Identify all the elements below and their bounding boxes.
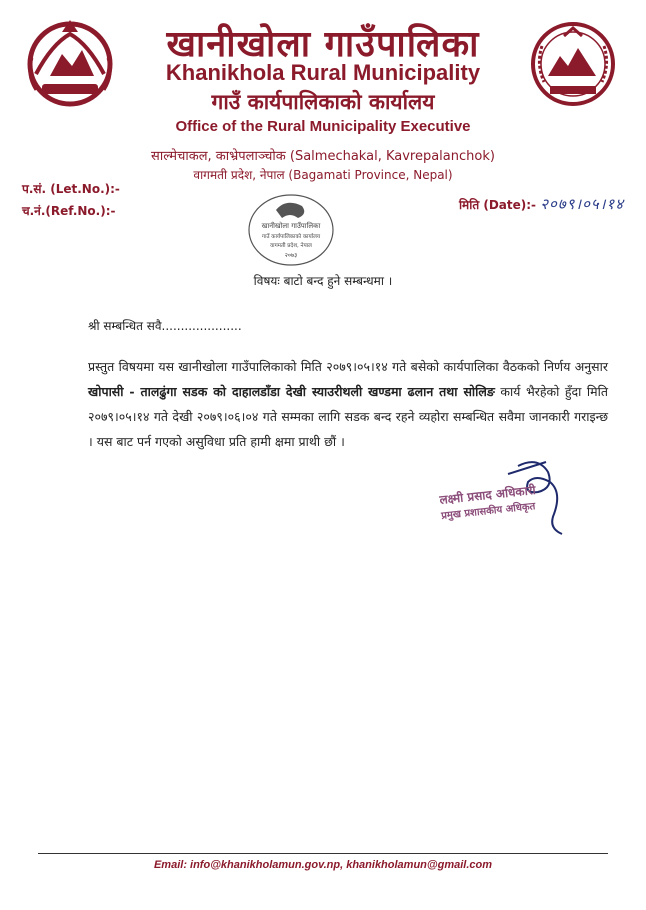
letter-number-label: प.सं. (Let.No.):-	[22, 182, 120, 196]
stamp-line-1: खानीखोला गाउँपालिका	[261, 222, 321, 230]
body-text-part-2: कार्य भैरहेको हुँदा मिति २०७९।०५।१४ गते देखी २०७९।०६।०४ गते सम्मका लागि सडक बन्द रहने व्यहोरा सम्बन्धित सवैमा जानकारी गराइन्छ । यस बाट पर्न गएको असुविधा प्रति हामी क्षमा प्राथी छौं ।	[88, 384, 608, 449]
signatory-designation: प्रमुख प्रशासकीय अधिकृत	[440, 501, 536, 522]
date-field	[459, 194, 624, 214]
office-name-english: Office of the Rural Municipality Executive	[175, 118, 471, 135]
body-text-bold-road: खोपासी - तालढुंगा सडक को दाहालडाँडा देखी स्याउरीथली खण्डमा ढलान तथा सोलिङ	[88, 384, 495, 399]
office-name-nepali: गाउँ कार्यपालिकाको कार्यालय	[211, 90, 435, 114]
letter-body	[88, 354, 608, 454]
address-line-1: साल्मेचाकल, काभ्रेपलाञ्चोक (Salmechakal, Kavrepalanchok)	[151, 149, 495, 164]
footer-email-contacts: Email: info@khanikholamun.gov.np, khanikholamun@gmail.com	[153, 859, 493, 871]
date-value-handwritten: २०७९।०५।१४	[540, 195, 624, 213]
date-label: मिति (Date):-	[458, 198, 537, 212]
address-line-2: वागमती प्रदेश, नेपाल (Bagamati Province, Nepal)	[193, 168, 453, 182]
reference-number-label: च.नं.(Ref.No.):-	[22, 204, 116, 218]
body-text-part-1: प्रस्तुत विषयमा यस खानीखोला गाउँपालिकाको मिति २०७९।०५।१४ गते बसेको कार्यपालिका वैठकको निर्णय अनुसार	[88, 359, 608, 374]
stamp-line-2: गाउँ कार्यपालिकाको कार्यालय	[261, 234, 321, 240]
municipality-name-nepali: खानीखोला गाउँपालिका	[166, 24, 480, 65]
municipality-name-english: Khanikhola Rural Municipality	[165, 60, 481, 85]
office-seal-stamp	[246, 192, 336, 268]
signatory-name: लक्ष्मी प्रसाद अधिकारी	[438, 483, 537, 508]
stamp-line-4: २०७३	[284, 252, 298, 259]
letter-salutation: श्री सम्बन्धित सवै.....................	[88, 319, 242, 333]
footer-divider	[38, 853, 608, 854]
letter-subject: विषयः बाटो बन्द हुने सम्बन्धमा ।	[253, 274, 393, 288]
stamp-line-3: वागमती प्रदेश, नेपाल	[270, 243, 312, 249]
